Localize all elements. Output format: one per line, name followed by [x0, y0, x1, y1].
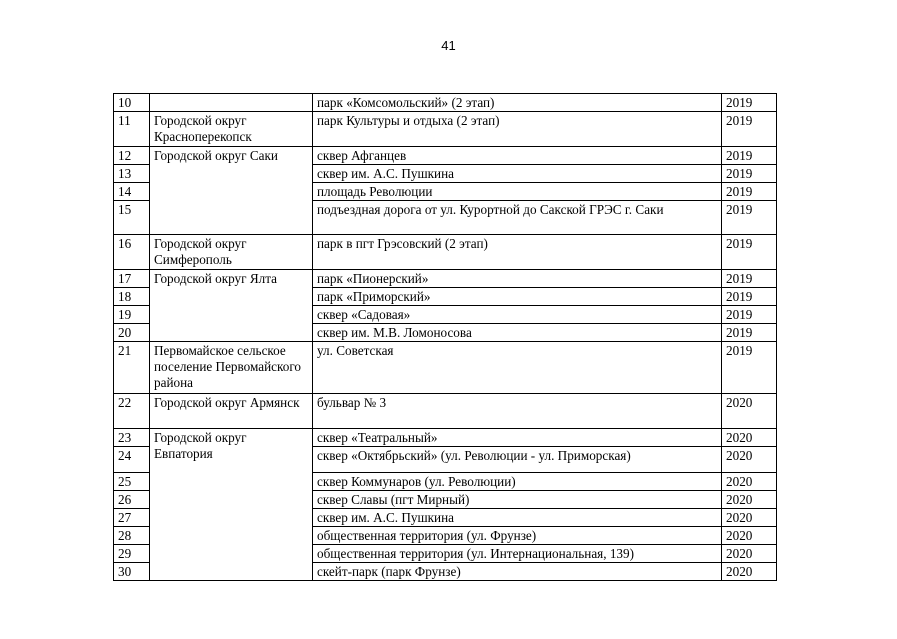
object-cell: сквер «Октябрьский» (ул. Революции - ул. Приморская) — [313, 447, 722, 473]
object-cell: парк в пгт Грэсовский (2 этап) — [313, 235, 722, 270]
object-cell: парк Культуры и отдыха (2 этап) — [313, 112, 722, 147]
row-number-cell: 30 — [114, 563, 150, 581]
table-row — [114, 270, 777, 288]
year-cell: 2019 — [722, 94, 777, 112]
year-cell: 2019 — [722, 342, 777, 394]
object-cell: подъездная дорога от ул. Курортной до Сакской ГРЭС г. Саки — [313, 201, 722, 235]
object-cell: общественная территория (ул. Интернациональная, 139) — [313, 545, 722, 563]
row-number-cell: 28 — [114, 527, 150, 545]
row-number-cell: 11 — [114, 112, 150, 147]
object-cell: сквер «Театральный» — [313, 429, 722, 447]
row-number-cell: 29 — [114, 545, 150, 563]
year-cell: 2020 — [722, 394, 777, 429]
year-cell: 2019 — [722, 112, 777, 147]
object-cell: скейт-парк (парк Фрунзе) — [313, 563, 722, 581]
year-cell: 2019 — [722, 201, 777, 235]
table-row — [114, 147, 777, 165]
row-number-cell: 12 — [114, 147, 150, 165]
page-number: 41 — [441, 38, 456, 53]
year-cell: 2020 — [722, 545, 777, 563]
object-cell: сквер Коммунаров (ул. Революции) — [313, 473, 722, 491]
object-cell: парк «Приморский» — [313, 288, 722, 306]
district-cell: Первомайское сельское поселение Первомайского района — [150, 342, 313, 394]
year-cell: 2020 — [722, 429, 777, 447]
row-number-cell: 20 — [114, 324, 150, 342]
row-number-cell: 26 — [114, 491, 150, 509]
row-number-cell: 22 — [114, 394, 150, 429]
improvement-objects-table — [113, 93, 777, 581]
year-cell: 2019 — [722, 306, 777, 324]
object-cell: сквер Славы (пгт Мирный) — [313, 491, 722, 509]
row-number-cell: 25 — [114, 473, 150, 491]
table-row — [114, 235, 777, 270]
object-cell: сквер им. А.С. Пушкина — [313, 165, 722, 183]
year-cell: 2019 — [722, 165, 777, 183]
row-number-cell: 24 — [114, 447, 150, 473]
table-row — [114, 94, 777, 112]
table-row — [114, 429, 777, 447]
year-cell: 2019 — [722, 288, 777, 306]
year-cell: 2019 — [722, 270, 777, 288]
row-number-cell: 21 — [114, 342, 150, 394]
row-number-cell: 19 — [114, 306, 150, 324]
table-row — [114, 112, 777, 147]
district-cell: Городской округ Евпатория — [150, 429, 313, 581]
object-cell: сквер им. М.В. Ломоносова — [313, 324, 722, 342]
district-cell: Городской округ Армянск — [150, 394, 313, 429]
district-cell: Городской округ Ялта — [150, 270, 313, 342]
row-number-cell: 15 — [114, 201, 150, 235]
row-number-cell: 14 — [114, 183, 150, 201]
object-cell: парк «Комсомольский» (2 этап) — [313, 94, 722, 112]
row-number-cell: 13 — [114, 165, 150, 183]
year-cell: 2020 — [722, 527, 777, 545]
year-cell: 2019 — [722, 183, 777, 201]
object-cell: парк «Пионерский» — [313, 270, 722, 288]
year-cell: 2019 — [722, 147, 777, 165]
row-number-cell: 10 — [114, 94, 150, 112]
table-body — [114, 94, 777, 581]
row-number-cell: 16 — [114, 235, 150, 270]
district-cell: Городской округ Саки — [150, 147, 313, 235]
year-cell: 2020 — [722, 447, 777, 473]
object-cell: общественная территория (ул. Фрунзе) — [313, 527, 722, 545]
district-cell — [150, 94, 313, 112]
district-cell: Городской округ Симферополь — [150, 235, 313, 270]
year-cell: 2020 — [722, 563, 777, 581]
object-cell: сквер им. А.С. Пушкина — [313, 509, 722, 527]
object-cell: бульвар № 3 — [313, 394, 722, 429]
table-row — [114, 394, 777, 429]
object-cell: ул. Советская — [313, 342, 722, 394]
district-cell: Городской округ Красноперекопск — [150, 112, 313, 147]
year-cell: 2019 — [722, 235, 777, 270]
year-cell: 2020 — [722, 473, 777, 491]
row-number-cell: 17 — [114, 270, 150, 288]
year-cell: 2020 — [722, 491, 777, 509]
object-cell: сквер «Садовая» — [313, 306, 722, 324]
table-row — [114, 342, 777, 394]
year-cell: 2019 — [722, 324, 777, 342]
object-cell: площадь Революции — [313, 183, 722, 201]
row-number-cell: 27 — [114, 509, 150, 527]
object-cell: сквер Афганцев — [313, 147, 722, 165]
row-number-cell: 23 — [114, 429, 150, 447]
year-cell: 2020 — [722, 509, 777, 527]
row-number-cell: 18 — [114, 288, 150, 306]
